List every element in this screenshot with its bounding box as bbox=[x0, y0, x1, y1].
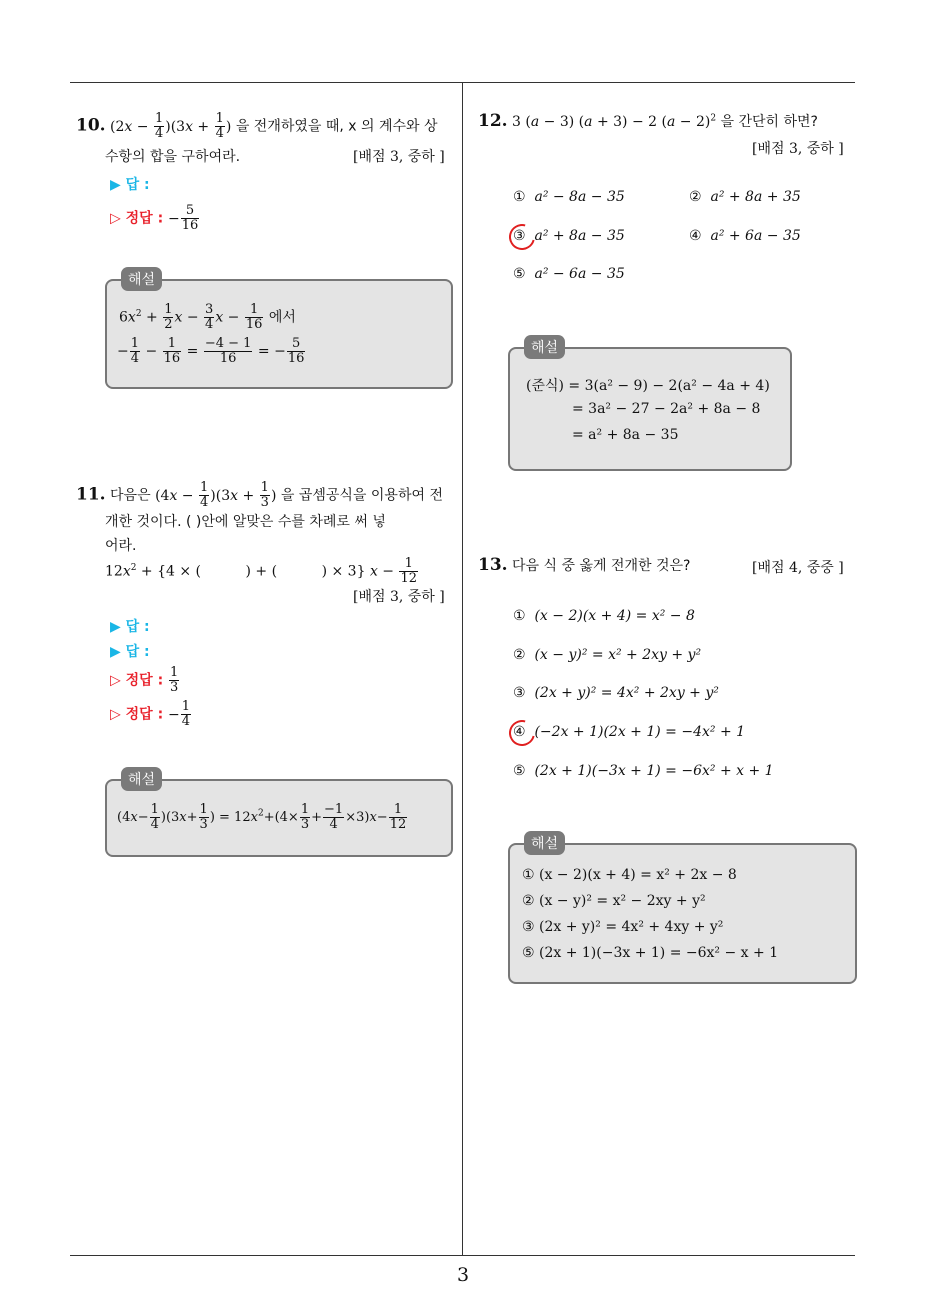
question-10-meta: [배점 3, 중하 ] bbox=[353, 149, 445, 165]
correct-answer bbox=[110, 666, 180, 695]
choice-4[interactable] bbox=[689, 228, 801, 244]
solution-box-12 bbox=[508, 340, 792, 471]
correct-answer bbox=[110, 700, 192, 729]
correct-answer-value: − $\frac{5}{16}$ bbox=[168, 203, 199, 233]
solution-line: = 3a² − 27 − 2a² + 8a − 8 bbox=[572, 401, 761, 417]
solution-line: ① (x − 2)(x + 4) = x² + 2x − 8 bbox=[522, 867, 737, 883]
solution-tag: 해설 bbox=[524, 831, 565, 855]
choice-expr: (2x + 1)(−3x + 1) = −6x² + x + 1 bbox=[534, 763, 774, 779]
solution-line: (준식) = 3(a² − 9) − 2(a² − 4a + 4) bbox=[526, 378, 770, 394]
choice-1[interactable] bbox=[513, 608, 695, 624]
answer-label: ▶ 답 : bbox=[110, 177, 150, 193]
choice-mark: ① bbox=[513, 608, 526, 624]
solution-box-13 bbox=[508, 836, 857, 984]
question-number: 10. bbox=[76, 115, 106, 136]
question-11-text1: 을 곱셈공식을 이용하여 전 bbox=[280, 487, 443, 504]
choice-mark: ② bbox=[689, 189, 702, 205]
choice-expr: a² + 8a + 35 bbox=[710, 189, 801, 205]
choice-mark: ③ bbox=[513, 685, 526, 701]
solution-line: − $\frac{1}{4}$ − $\frac{1}{16}$ = $\frac{-4 - 1}{16}$ = − $\frac{5}{16}$ bbox=[117, 336, 305, 366]
correct-answer-value: $\frac{1}{3}$ bbox=[170, 665, 179, 695]
correct-answer-value: − $\frac{1}{4}$ bbox=[168, 699, 191, 729]
solution-line: = a² + 8a − 35 bbox=[572, 427, 679, 443]
question-11-text2: 개한 것이다. ( )안에 알맞은 수를 차례로 써 넣 bbox=[105, 514, 386, 530]
correct-answer-label: ▷ 정답 : bbox=[110, 210, 164, 227]
bottom-rule bbox=[70, 1255, 855, 1256]
column-divider bbox=[462, 82, 463, 1256]
choice-2[interactable] bbox=[689, 189, 801, 205]
choice-mark: ② bbox=[513, 647, 526, 663]
choice-expr: a² + 6a − 35 bbox=[710, 228, 801, 244]
choice-expr: (x − y)² = x² + 2xy + y² bbox=[534, 647, 702, 663]
question-11-text3: 어라. bbox=[105, 538, 137, 554]
page-number: 3 bbox=[456, 1264, 470, 1286]
choice-2[interactable] bbox=[513, 647, 701, 663]
question-13-meta: [배점 4, 중중 ] bbox=[752, 560, 844, 576]
choice-expr: a² − 6a − 35 bbox=[534, 266, 625, 282]
question-13-text: 다음 식 중 옳게 전개한 것은? bbox=[512, 558, 691, 574]
choice-3[interactable] bbox=[513, 685, 719, 701]
question-11-formula: $12x^2 + \{4$ × ( ) + ( ) × 3} x − $\frac{1}{12}$ bbox=[105, 556, 418, 586]
question-12-line1 bbox=[478, 111, 858, 131]
question-12-text: 을 간단히 하면? bbox=[720, 114, 818, 130]
solution-line: ② (x − y)² = x² − 2xy + y² bbox=[522, 893, 706, 909]
question-11-prefix: 다음은 bbox=[110, 487, 151, 504]
choice-expr: a² − 8a − 35 bbox=[534, 189, 625, 205]
choice-5[interactable] bbox=[513, 266, 625, 282]
correct-answer-label: ▷ 정답 : bbox=[110, 706, 164, 723]
choice-4[interactable] bbox=[513, 724, 745, 740]
choice-expr: (−2x + 1)(2x + 1) = −4x² + 1 bbox=[534, 724, 746, 740]
question-11-expression: (4x − $\frac{1}{4}$ )(3x + $\frac{1}{3}$ ) bbox=[155, 480, 277, 510]
choice-expr: (2x + y)² = 4x² + 2xy + y² bbox=[534, 685, 719, 701]
question-10-text2: 수항의 합을 구하여라. bbox=[105, 149, 241, 165]
question-number: 12. bbox=[478, 111, 508, 131]
solution-line: (4x− $\frac{1}{4}$ )(3x+ $\frac{1}{3}$ ) = $12x^2+(4\times$ $\frac{1}{3}$ + $\frac{-1}{4}$ ×3)x− $\frac{1}{12}$ bbox=[117, 802, 407, 832]
solution-line: ⑤ (2x + 1)(−3x + 1) = −6x² − x + 1 bbox=[522, 945, 779, 961]
solution-box-11 bbox=[105, 772, 453, 857]
question-number: 11. bbox=[76, 484, 106, 505]
answer-label: ▶ 답 : bbox=[110, 644, 150, 660]
question-13-line1 bbox=[478, 555, 690, 575]
choice-mark: ① bbox=[513, 189, 526, 205]
choice-1[interactable] bbox=[513, 189, 625, 205]
choice-mark: ③ bbox=[513, 228, 526, 244]
correct-answer bbox=[110, 204, 200, 233]
choice-mark: ⑤ bbox=[513, 763, 526, 779]
question-10-text1: 을 전개하였을 때, x 의 계수와 상 bbox=[235, 118, 438, 135]
choice-mark: ④ bbox=[513, 724, 526, 740]
solution-tag: 해설 bbox=[121, 267, 162, 291]
question-12-meta: [배점 3, 중하 ] bbox=[752, 141, 844, 157]
choice-mark: ④ bbox=[689, 228, 702, 244]
solution-line: $6x^2$ + $\frac{1}{2}$ x − $\frac{3}{4}$ x − $\frac{1}{16}$ 에서 bbox=[119, 302, 296, 332]
answer-label: ▶ 답 : bbox=[110, 619, 150, 635]
question-10-line1 bbox=[76, 112, 460, 141]
question-11-line1 bbox=[76, 481, 460, 510]
choice-expr: a² + 8a − 35 bbox=[534, 228, 625, 244]
correct-answer-label: ▷ 정답 : bbox=[110, 672, 164, 689]
solution-line: ③ (2x + y)² = 4x² + 4xy + y² bbox=[522, 919, 724, 935]
solution-tag: 해설 bbox=[524, 335, 565, 359]
question-11-meta: [배점 3, 중하 ] bbox=[353, 589, 445, 605]
choice-expr: (x − 2)(x + 4) = x² − 8 bbox=[534, 608, 695, 624]
choice-3[interactable] bbox=[513, 228, 625, 244]
question-12-expression: 3 (a − 3) (a + 3) − 2 $(a - 2)^2$ bbox=[512, 113, 717, 130]
solution-suffix: 에서 bbox=[268, 309, 296, 326]
question-number: 13. bbox=[478, 555, 508, 575]
question-10-expression: (2x − $\frac{1}{4}$ )(3x + $\frac{1}{4}$ ) bbox=[110, 111, 232, 141]
solution-tag: 해설 bbox=[121, 767, 162, 791]
solution-box-10 bbox=[105, 272, 453, 389]
choice-5[interactable] bbox=[513, 763, 774, 779]
choice-mark: ⑤ bbox=[513, 266, 526, 282]
